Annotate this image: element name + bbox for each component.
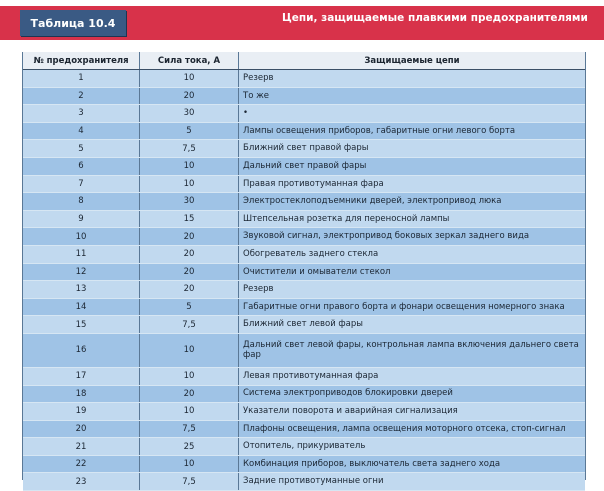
table-row [23,88,585,106]
table-row [23,368,585,386]
table-row [23,456,585,474]
current-cell: 10 [140,70,239,87]
table-row [23,70,585,88]
table-header-row [23,52,585,70]
table-row [23,193,585,211]
table-row [23,176,585,194]
table-row [23,140,585,158]
table-row [23,334,585,368]
fuse-number-cell: 22 [23,456,140,473]
current-cell: 5 [140,123,239,140]
fuse-number-cell: 18 [23,386,140,403]
circuit-description-cell: • [243,108,249,119]
fuse-number-cell: 1 [23,70,140,87]
circuit-description-cell: Ближний свет левой фары [243,319,364,330]
table-title: Цепи, защищаемые плавкими предохранителями [282,12,588,24]
table-row [23,228,585,246]
current-cell: 25 [140,438,239,455]
circuit-description-cell: Система электроприводов блокировки дверей [243,388,453,399]
fuse-number-cell: 10 [23,228,140,245]
circuit-description-cell: Комбинация приборов, выключатель света заднего хода [243,458,501,469]
table-row [23,421,585,439]
table-body [23,70,585,491]
table-row [23,386,585,404]
table-row [23,299,585,317]
fuse-number-cell: 3 [23,105,140,122]
table-row [23,403,585,421]
current-cell: 7,5 [140,473,239,490]
table-row [23,264,585,282]
circuit-description-cell: Дальний свет правой фары [243,160,367,171]
circuit-description-cell: Дальний свет левой фары, контрольная лампа включения дальнего света фар [243,339,579,361]
fuse-number-cell: 11 [23,246,140,263]
circuit-description-cell: Резерв [243,72,274,83]
table-row [23,105,585,123]
current-cell: 20 [140,228,239,245]
circuit-description-cell: Левая противотуманная фара [243,370,379,381]
circuit-description-cell: Плафоны освещения, лампа освещения моторного отсека, стоп-сигнал [243,423,566,434]
current-cell: 20 [140,264,239,281]
column-header-current: Сила тока, А [140,52,239,69]
fuse-number-cell: 9 [23,211,140,228]
fuse-number-cell: 17 [23,368,140,385]
table-row [23,246,585,264]
circuit-description-cell: Электростеклоподъемники дверей, электропривод люка [243,196,502,207]
current-cell: 10 [140,368,239,385]
table-row [23,438,585,456]
circuit-description-cell: Отопитель, прикуриватель [243,441,366,452]
circuit-description-cell: Очистители и омыватели стекол [243,266,391,277]
table-label: Таблица 10.4 [20,10,126,36]
circuit-description-cell: Резерв [243,284,274,295]
circuit-description-cell: Задние противотуманные огни [243,476,384,487]
fuse-number-cell: 15 [23,316,140,333]
fuse-number-cell: 2 [23,88,140,105]
fuse-number-cell: 12 [23,264,140,281]
current-cell: 15 [140,211,239,228]
current-cell: 5 [140,299,239,316]
table-row [23,123,585,141]
circuit-description-cell: Звуковой сигнал, электропривод боковых зеркал заднего вида [243,231,530,242]
current-cell: 7,5 [140,316,239,333]
current-cell: 20 [140,88,239,105]
current-cell: 10 [140,334,239,367]
circuit-description-cell: Штепсельная розетка для переносной лампы [243,213,450,224]
circuit-description-cell: Ближний свет правой фары [243,143,369,154]
current-cell: 30 [140,105,239,122]
fuse-number-cell: 7 [23,176,140,193]
fuse-number-cell: 19 [23,403,140,420]
circuit-description-cell: То же [243,90,269,101]
fuse-number-cell: 8 [23,193,140,210]
circuit-description-cell: Указатели поворота и аварийная сигнализация [243,406,458,417]
current-cell: 10 [140,176,239,193]
table-row [23,281,585,299]
fuse-table [22,52,586,487]
circuit-description-cell: Обогреватель заднего стекла [243,248,379,259]
current-cell: 20 [140,281,239,298]
fuse-number-cell: 23 [23,473,140,490]
fuse-number-cell: 20 [23,421,140,438]
current-cell: 10 [140,158,239,175]
fuse-number-cell: 16 [23,334,140,367]
current-cell: 20 [140,386,239,403]
current-cell: 10 [140,456,239,473]
current-cell: 10 [140,403,239,420]
fuse-number-cell: 13 [23,281,140,298]
fuse-number-cell: 5 [23,140,140,157]
table-row [23,473,585,491]
circuit-description-cell: Правая противотуманная фара [243,178,384,189]
current-cell: 7,5 [140,421,239,438]
current-cell: 20 [140,246,239,263]
fuse-number-cell: 6 [23,158,140,175]
current-cell: 7,5 [140,140,239,157]
current-cell: 30 [140,193,239,210]
table-row [23,316,585,334]
table-row [23,158,585,176]
column-header-fuse-number: № предохранителя [23,52,140,69]
fuse-number-cell: 21 [23,438,140,455]
column-header-circuits: Защищаемые цепи [364,55,460,66]
fuse-number-cell: 4 [23,123,140,140]
circuit-description-cell: Габаритные огни правого борта и фонари освещения номерного знака [243,301,565,312]
fuse-number-cell: 14 [23,299,140,316]
table-row [23,211,585,229]
circuit-description-cell: Лампы освещения приборов, габаритные огни левого борта [243,125,516,136]
